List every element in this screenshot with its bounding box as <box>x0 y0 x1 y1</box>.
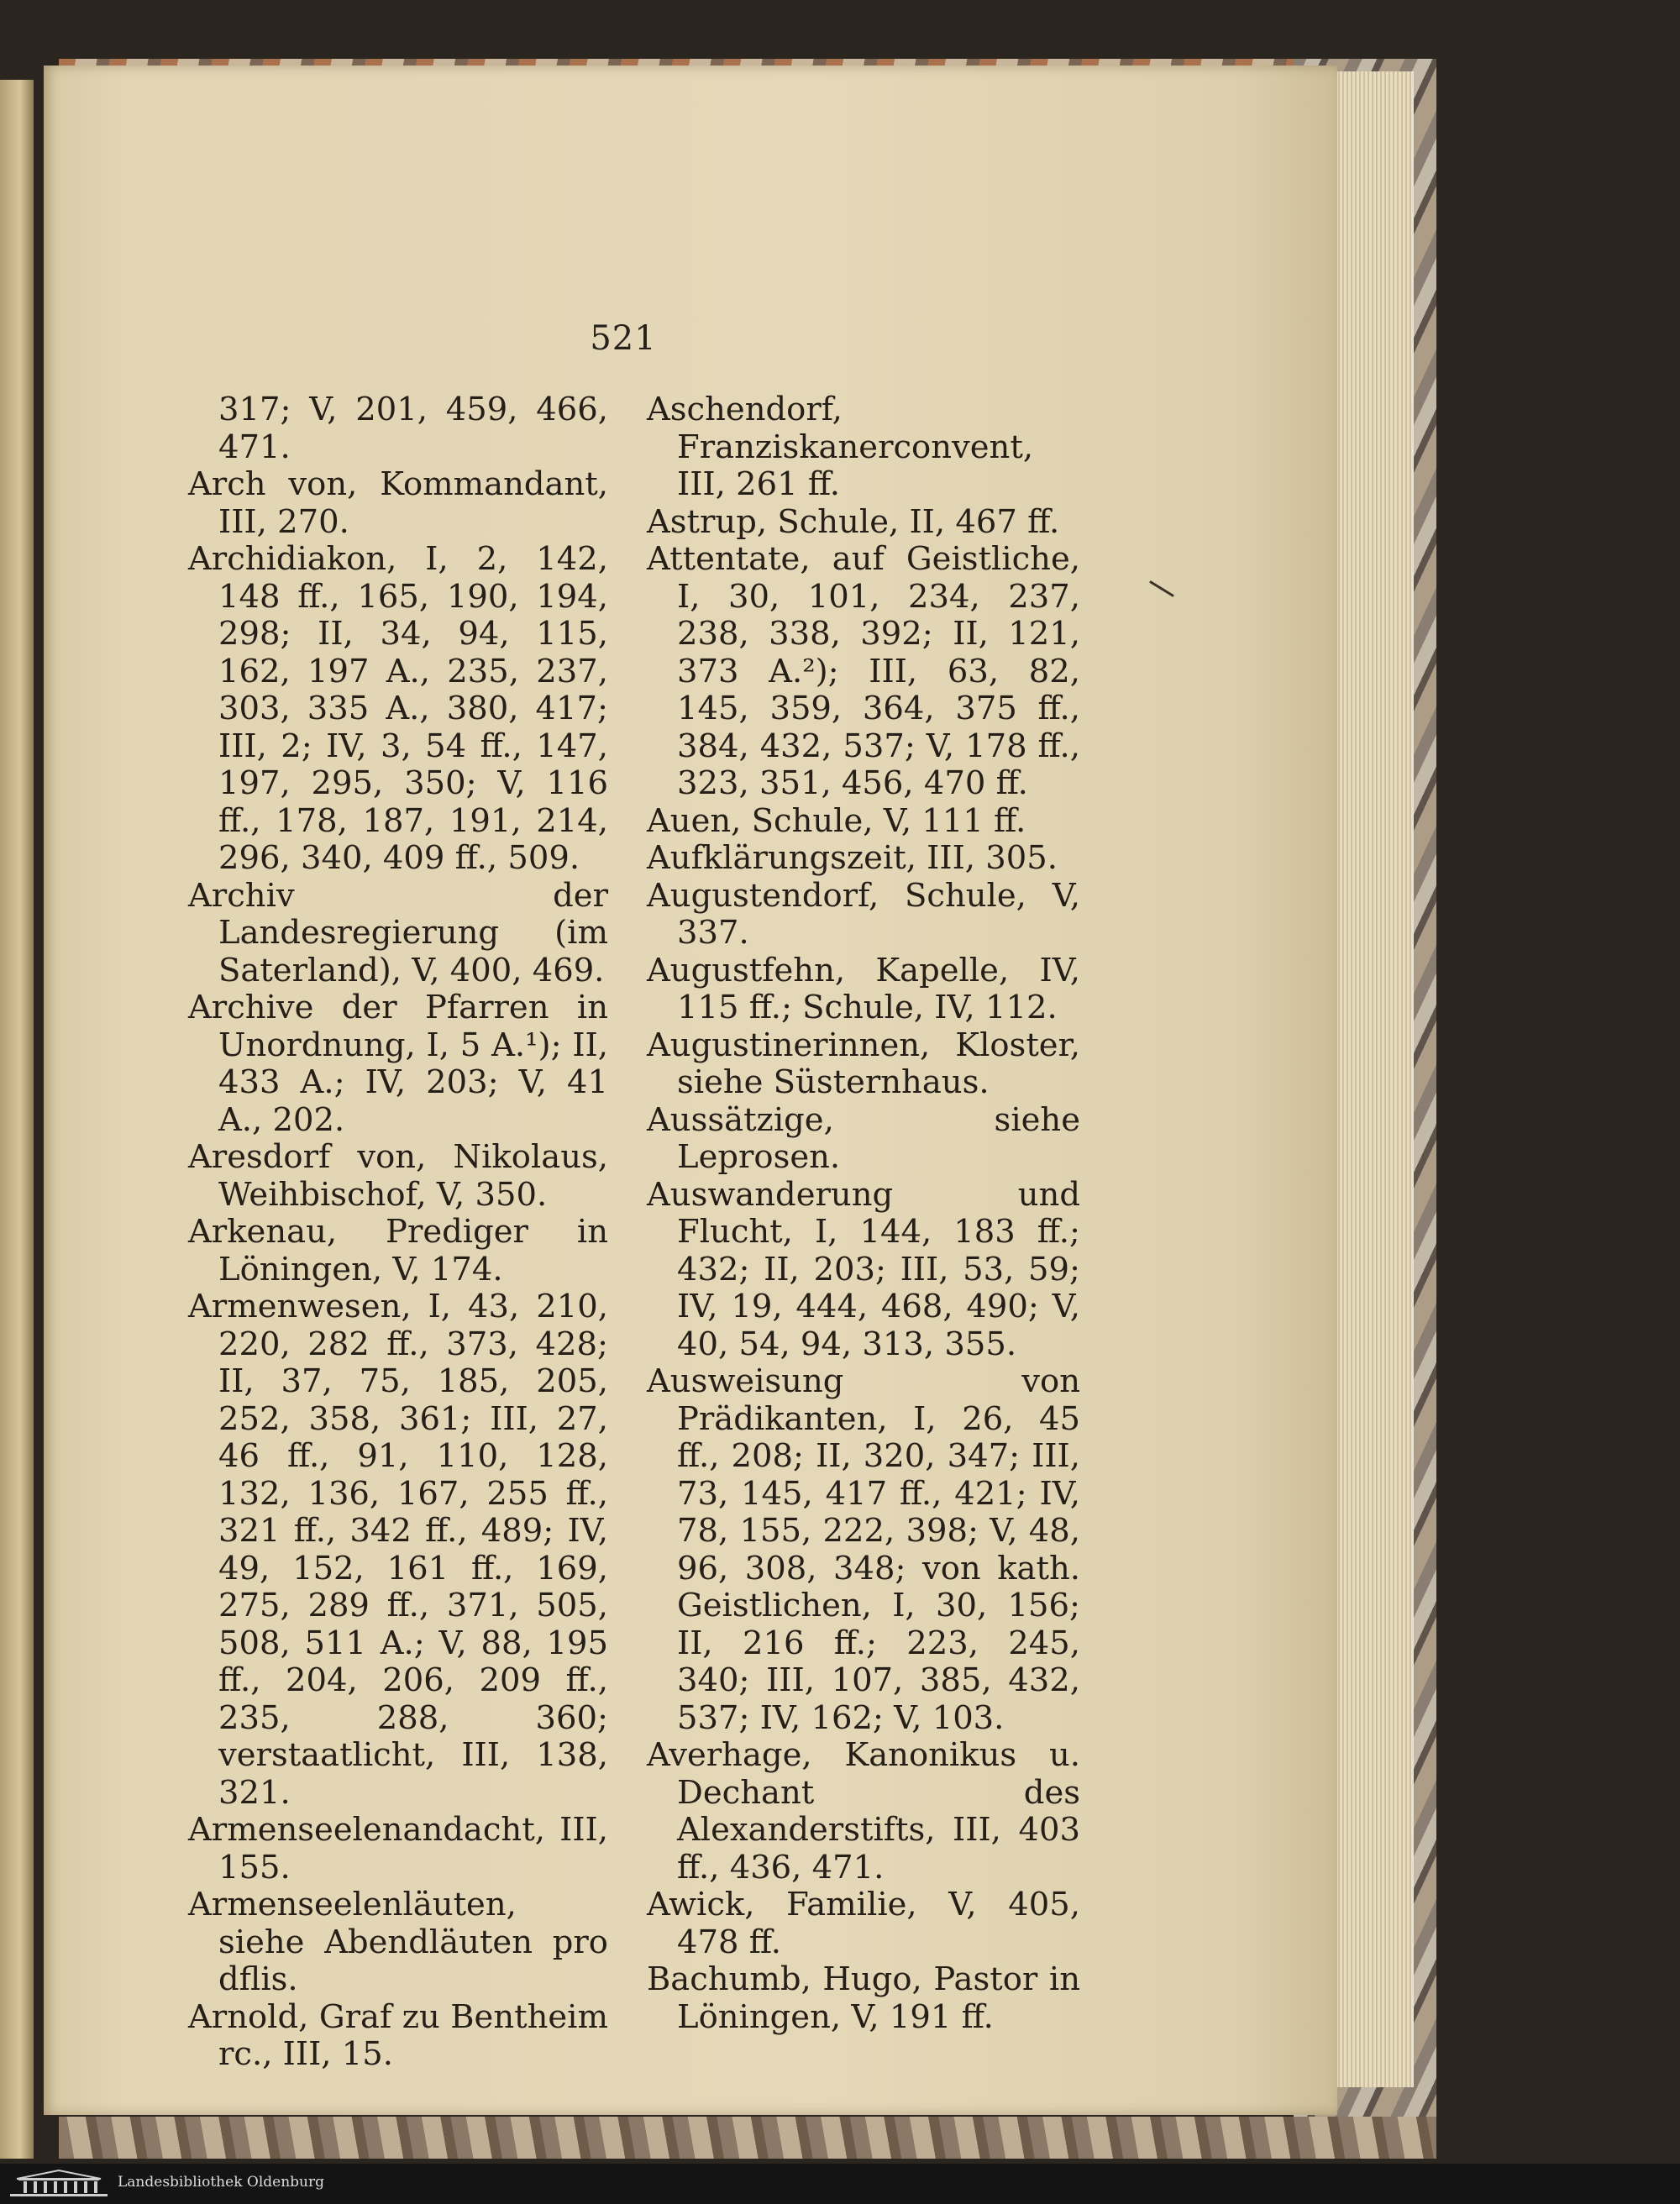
index-column-right <box>647 391 1080 2036</box>
index-entry: Aufklärungszeit, III, 305. <box>647 839 1058 877</box>
index-entry: Archive der Pfarren in Unordnung, I, 5 A.¹); II, 433 A.; IV, 203; V, 41 A., 202. <box>188 989 608 1139</box>
index-entry: Attentate, auf Geistliche, I, 30, 101, 234, 237, 238, 338, 392; II, 121, 373 A.²); III, 63, 82, 145, 359, 364, 375 ff., 384, 432, 537; V, 178 ff., 323, 351, 456, 470 ff. <box>647 540 1080 802</box>
index-entry: Auen, Schule, V, 111 ff. <box>647 801 1026 840</box>
index-entry: Augustendorf, Schule, V, 337. <box>647 876 1080 952</box>
index-entry: Archiv der Landesregierung (im Saterland), V, 400, 469. <box>188 876 608 989</box>
index-entry: Arnold, Graf zu Bentheim rc., III, 15. <box>188 1997 608 2073</box>
index-entry: Archidiakon, I, 2, 142, 148 ff., 165, 190, 194, 298; II, 34, 94, 115, 162, 197 A., 235, 237, 303, 335 A., 380, 417; III, 2; IV, 3, 54 ff., 147, 197, 295, 350; V, 116 ff., 178, 187, 191, 214, 296, 340, 409 ff., 509. <box>188 540 608 877</box>
index-entry: Astrup, Schule, II, 467 ff. <box>647 502 1060 541</box>
index-column-left <box>188 391 608 2074</box>
index-entry: Armenwesen, I, 43, 210, 220, 282 ff., 373, 428; II, 37, 75, 185, 205, 252, 358, 361; III, 27, 46 ff., 91, 110, 128, 132, 136, 167, 255 ff., 321 ff., 342 ff., 489; IV, 49, 152, 161 ff., 169, 275, 289 ff., 371, 505, 508, 511 A.; V, 88, 195 ff., 204, 206, 209 ff., 235, 288, 360; verstaatlicht, III, 138, 321. <box>188 1288 608 1812</box>
index-entry: Ausweisung von Prädikanten, I, 26, 45 ff., 208; II, 320, 347; III, 73, 145, 417 ff., 421; IV, 78, 155, 222, 398; V, 48, 96, 308, 348; von kath. Geistlichen, I, 30, 156; II, 216 ff.; 223, 245, 340; III, 107, 385, 432, 537; IV, 162; V, 103. <box>647 1362 1080 1737</box>
library-building-icon <box>8 2169 109 2199</box>
index-entry: Armenseelenandacht, III, 155. <box>188 1811 608 1887</box>
index-entry: Armenseelenläuten, siehe Abendläuten pro dflis. <box>188 1886 608 1998</box>
index-entry: Aresdorf von, Nikolaus, Weihbischof, V, 350. <box>188 1138 608 1214</box>
library-name: Landesbibliothek Oldenburg <box>118 2174 325 2191</box>
marbled-board-bottom <box>59 2117 1436 2159</box>
index-entry: 317; V, 201, 459, 466, 471. <box>218 391 608 466</box>
library-footer-bar <box>0 2164 1680 2204</box>
index-entry: Auswanderung und Flucht, I, 144, 183 ff.; 432; II, 203; III, 53, 59; IV, 19, 444, 468, 490; V, 40, 54, 94, 313, 355. <box>647 1175 1080 1363</box>
index-entry: Aschendorf, Franziskanerconvent, III, 261 ff. <box>647 391 1034 503</box>
book-page <box>44 66 1337 2115</box>
index-entry: Arch von, Kommandant, III, 270. <box>188 465 608 541</box>
index-entry: Aussätzige, siehe Leprosen. <box>647 1100 1080 1176</box>
index-entry: Averhage, Kanonikus u. Dechant des Alexanderstifts, III, 403 ff., 436, 471. <box>647 1736 1080 1887</box>
page-number: 521 <box>590 319 657 358</box>
pencil-mark <box>1149 580 1176 598</box>
index-entry: Bachumb, Hugo, Pastor in Löningen, V, 191 ff. <box>647 1960 1080 2036</box>
index-entry: Awick, Familie, V, 405, 478 ff. <box>647 1886 1080 1961</box>
left-page-edge <box>0 80 34 2159</box>
index-entry: Augustfehn, Kapelle, IV, 115 ff.; Schule, IV, 112. <box>647 951 1080 1026</box>
index-entry: Arkenau, Prediger in Löningen, V, 174. <box>188 1213 608 1288</box>
index-entry: Augustinerinnen, Kloster, siehe Süsternhaus. <box>647 1026 1080 1101</box>
